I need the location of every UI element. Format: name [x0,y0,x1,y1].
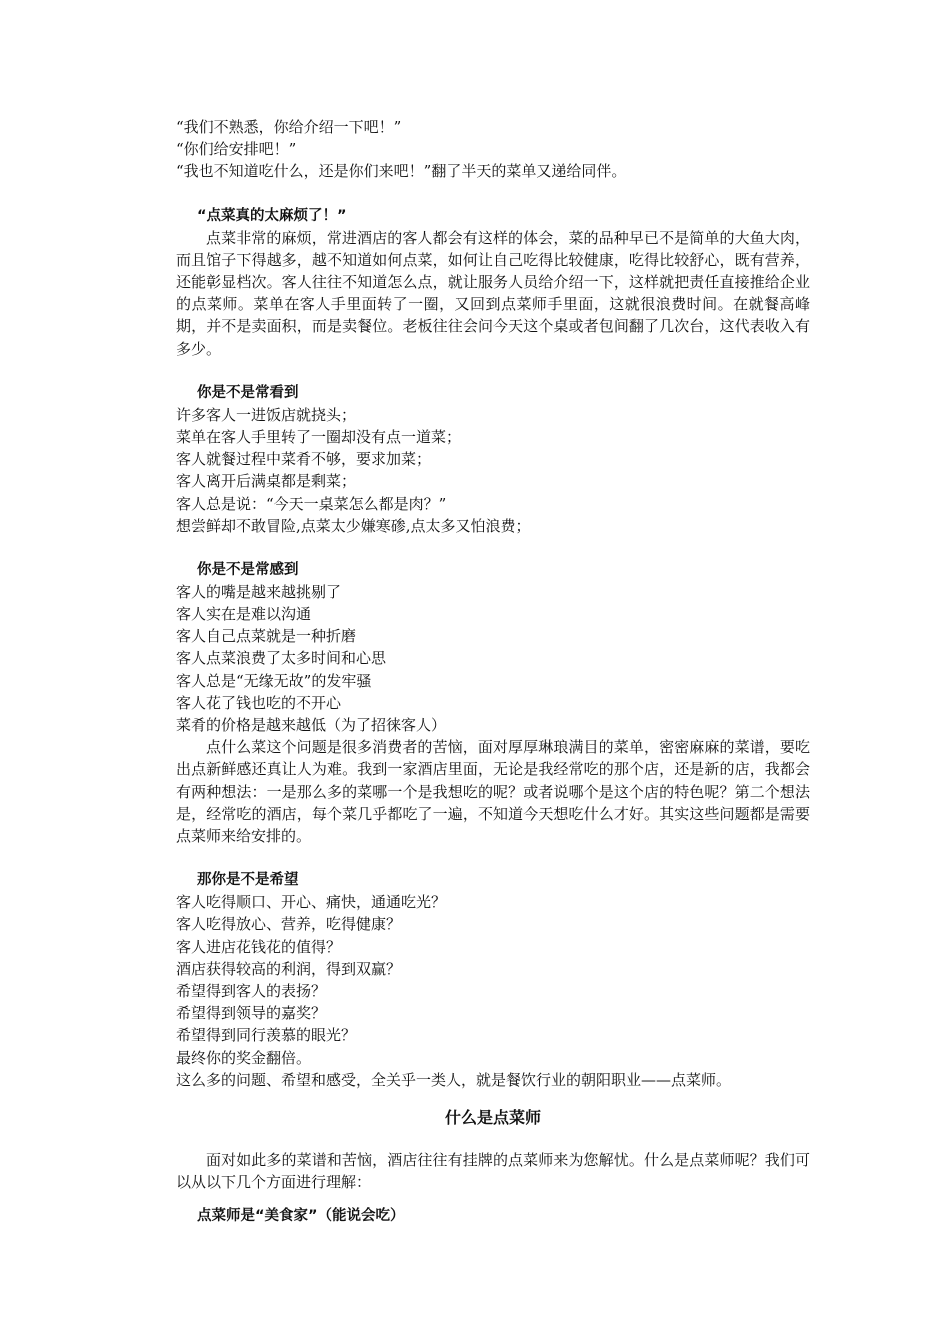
spacer [176,1193,810,1205]
document-body [176,116,810,1227]
section-paragraph-trouble: 点菜非常的麻烦，常进酒店的客人都会有这样的体会，菜的品种早已不是简单的大鱼大肉，而且馆子下得越多，越不知道如何点菜，如何让自己吃得比较健康，吃得比较舒心，既有营养，还能彰显档次。客人往往不知道怎么点，就让服务人员给介绍一下，这样就把责任直接推给企业的点菜师。菜单在客人手里面转了一圈，又回到点菜师手里面，这就很浪费时间。在就餐高峰期，并不是卖面积，而是卖餐位。老板往往会问今天这个桌或者包间翻了几次台，这代表收入有多少。 [176,228,810,358]
section-heading-often-see: 你是不是常看到 [197,384,299,401]
list-item: 客人就餐过程中菜肴不够，要求加菜； [176,450,432,469]
summary-line: 这么多的问题、希望和感受，全关乎一类人，就是餐饮行业的朝阳职业——点菜师。 [176,1070,732,1089]
dialogue-line-2: “你们给安排吧！” [176,140,297,159]
list-item: 菜肴的价格是越来越低（为了招徕客人） [176,716,447,735]
list-item: 客人自己点菜就是一种折磨 [176,627,357,646]
list-item: 客人总是“无缘无故”的发牢骚 [176,671,372,690]
spacer [176,847,810,869]
list-item: 客人吃得放心、营养，吃得健康？ [176,915,402,934]
spacer [176,360,810,382]
list-item: 想尝鲜却不敢冒险,点菜太少嫌寒碜,点太多又怕浪费； [176,516,531,535]
list-item: 客人的嘴是越来越挑剔了 [176,582,342,601]
list-item: 希望得到同行羡慕的眼光？ [176,1026,357,1045]
section-title-what-is: 什么是点菜师 [444,1107,541,1127]
list-item: 最终你的奖金翻倍。 [176,1048,312,1067]
list-item: 希望得到客人的表扬？ [176,981,327,1000]
section-heading-trouble: “点菜真的太麻烦了！” [197,207,347,224]
list-item: 希望得到领导的嘉奖？ [176,1004,327,1023]
list-item: 菜单在客人手里转了一圈却没有点一道菜； [176,427,462,446]
list-item: 客人点菜浪费了太多时间和心思 [176,649,387,668]
section-paragraph-ordering: 点什么菜这个问题是很多消费者的苦恼，面对厚厚琳琅满目的菜单，密密麻麻的菜谱，要吃出点新鲜感还真让人为难。我到一家酒店里面，无论是我经常吃的那个店，还是新的店，我都会有两种想法：一是那么多的菜哪一个是我想吃的呢？或者说哪个是这个店的特色呢？第二个想法是，经常吃的酒店，每个菜几乎都吃了一遍，不知道今天想吃什么才好。其实这些问题都是需要点菜师来给安排的。 [176,738,810,846]
list-item: 酒店获得较高的利润，得到双赢？ [176,959,402,978]
list-item: 客人实在是难以沟通 [176,605,312,624]
spacer [176,183,810,205]
list-item: 客人吃得顺口、开心、痛快，通通吃光？ [176,893,447,912]
list-item: 客人离开后满桌都是剩菜； [176,472,357,491]
list-item: 客人总是说：“今天一桌菜怎么都是肉？” [176,494,447,513]
dialogue-line-3: “我也不知道吃什么，还是你们来吧！”翻了半天的菜单又递给同伴。 [176,162,627,181]
list-item: 客人进店花钱花的值得？ [176,937,342,956]
spacer [176,537,810,559]
section-heading-hope: 那你是不是希望 [197,872,299,889]
list-item: 客人花了钱也吃的不开心 [176,693,342,712]
section-paragraph-what-is: 面对如此多的菜谱和苦恼，酒店往往有挂牌的点菜师来为您解忧。什么是点菜师呢？我们可以从以下几个方面进行理解： [176,1150,810,1192]
list-item: 许多客人一进饭店就挠头； [176,405,357,424]
subheading-gourmet: 点菜师是“美食家”（能说会吃） [197,1208,405,1225]
dialogue-line-1: “我们不熟悉，你给介绍一下吧！” [176,118,402,136]
section-heading-often-feel: 你是不是常感到 [197,561,299,578]
